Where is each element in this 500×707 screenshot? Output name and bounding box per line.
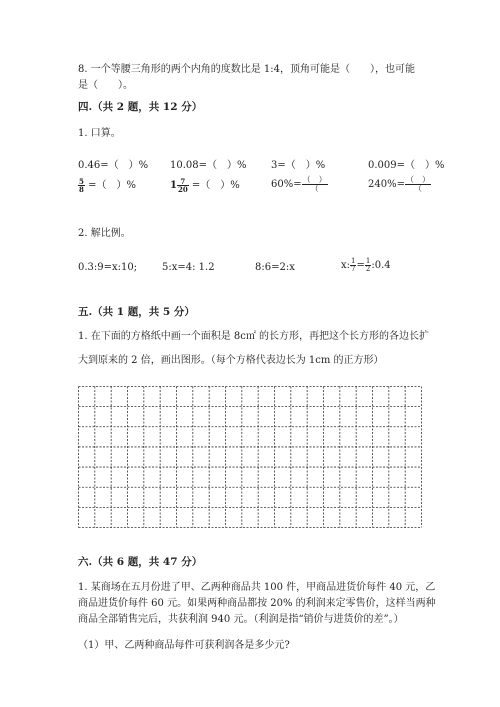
- calc-item: 3=（ ）%: [271, 160, 326, 171]
- question-8-line-1: 8. 一个等腰三角形的两个内角的度数比是 1:4，顶角可能是（ ），也可能: [78, 64, 415, 75]
- calc-item: $\frac{5}{8}$ =（ ）%: [79, 177, 136, 194]
- fraction: $\frac{5}{8}$: [79, 177, 84, 194]
- proportion-item: x: $\frac{1}{7}$ = $\frac{1}{2}$ :0.4: [341, 257, 391, 273]
- section-5-heading: 五.（共 1 题，共 5 分）: [78, 306, 195, 318]
- section-4-q2-label: 2. 解比例。: [78, 228, 131, 239]
- section-5-line-1: 1. 在下面的方格纸中画一个面积是 8c㎡ 的长方形，再把这个长方形的各边长扩: [78, 331, 430, 342]
- section-6-sub-1: （1）甲、乙两种商品每件可获利润各是多少元?: [78, 640, 290, 651]
- section-4-heading: 四.（共 2 题，共 12 分）: [78, 101, 203, 113]
- square-grid-paper[interactable]: [78, 386, 422, 528]
- fraction: $\frac{7}{20}$: [177, 177, 188, 194]
- calc-item: 60%= $\frac{( )}{(}$: [271, 175, 327, 193]
- question-8-line-2: 是（ ）。: [78, 80, 133, 91]
- fraction: $\frac{( )}{(}$: [405, 175, 430, 193]
- calc-item: 0.46=（ ）%: [78, 160, 149, 171]
- section-5-line-2: 大到原来的 2 倍，画出图形。（每个方格代表边长为 1cm 的正方形）: [78, 355, 384, 366]
- fraction: $\frac{1}{7}$: [351, 257, 356, 273]
- proportion-item: 8:6=2:x: [255, 262, 295, 273]
- fraction: $\frac{1}{2}$: [365, 257, 371, 273]
- section-4-q1-label: 1. 口算。: [78, 128, 121, 139]
- calc-item: 0.009=（ ）%: [368, 160, 445, 171]
- calc-item: 240%= $\frac{( )}{(}$: [368, 175, 430, 193]
- proportion-item: 5:x=4: 1.2: [162, 262, 215, 273]
- fraction: $\frac{( )}{(}$: [302, 175, 327, 193]
- calc-item: 10.08=（ ）%: [170, 160, 247, 171]
- section-6-line-1: 1. 某商场在五月份进了甲、乙两种商品共 100 件，甲商品进货价每件 40 元，乙: [78, 582, 436, 593]
- section-6-heading: 六.（共 6 题，共 47 分）: [78, 556, 203, 568]
- calc-item: 1 $\frac{7}{20}$ =（ ）%: [170, 177, 240, 194]
- section-6-line-3: 商品全部销售完后，共获利润 940 元。（利润是指“销价与进货价的差”。）: [78, 614, 404, 625]
- proportion-item: 0.3:9=x:10;: [78, 262, 138, 273]
- section-6-line-2: 商品进货价每件 60 元。如果两种商品都按 20% 的利润来定零售价，这样当两种: [78, 598, 436, 609]
